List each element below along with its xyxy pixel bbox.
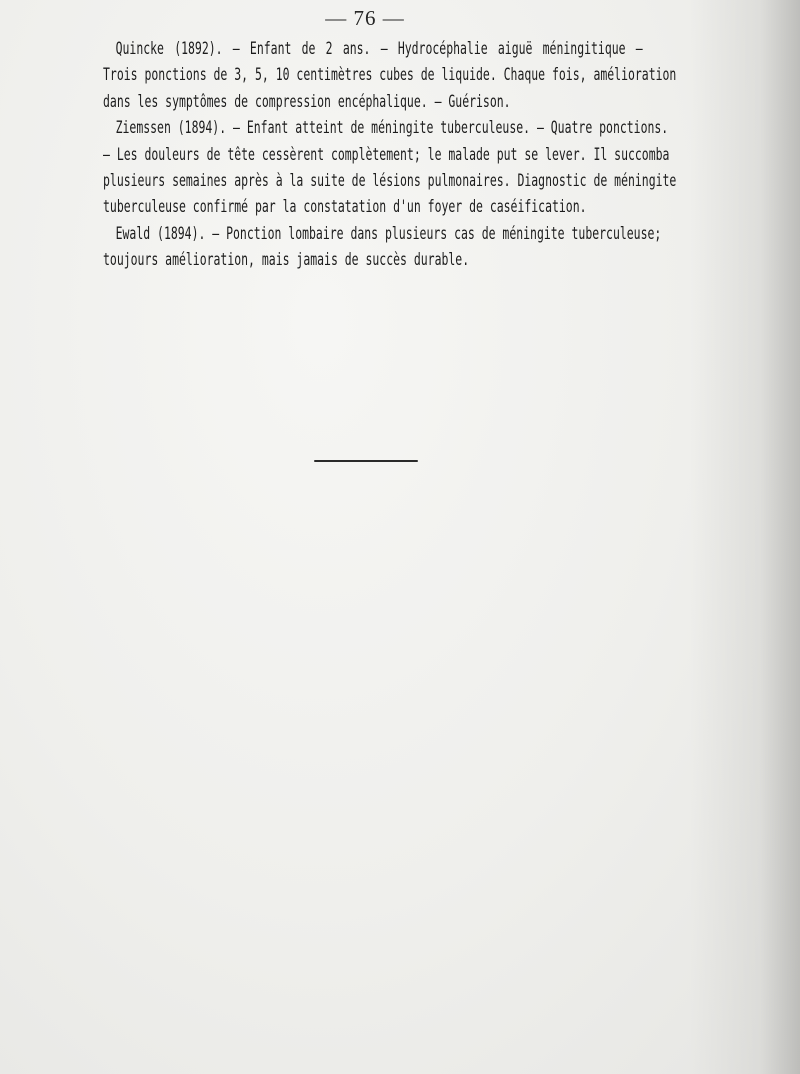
paragraph-ziemssen <box>103 115 677 221</box>
paragraph-quincke <box>103 36 677 115</box>
body-text <box>103 36 677 274</box>
text-line: Quincke (1892). — Enfant de 2 ans. — Hydrocéphalie aiguë méningitique — <box>115 39 643 58</box>
paragraph-ewald <box>103 221 662 274</box>
text-line: tuberculeuse confirmé par la constatation d'un foyer de caséification. <box>103 197 587 217</box>
text-line: Trois ponctions de 3, 5, 10 centimètres cubes de liquide. Chaque fois, amélioration <box>103 65 677 85</box>
text-line: Ewald (1894). — Ponction lombaire dans plusieurs cas de méningite tuberculeuse; <box>115 223 662 243</box>
text-line: Ziemssen (1894). — Enfant atteint de méningite tuberculeuse. — Quatre ponctions. <box>115 118 669 138</box>
text-line: toujours amélioration, mais jamais de succès durable. <box>103 250 470 270</box>
page-number: — 76 — <box>325 6 405 30</box>
text-line: plusieurs semaines après à la suite de lésions pulmonaires. Diagnostic de méningite <box>103 171 677 191</box>
text-line: — Les douleurs de tête cessèrent complètement; le malade put se lever. Il succomba <box>103 144 670 164</box>
section-separator <box>314 460 418 462</box>
text-line: dans les symptômes de compression encéphalique. — Guérison. <box>103 91 511 111</box>
